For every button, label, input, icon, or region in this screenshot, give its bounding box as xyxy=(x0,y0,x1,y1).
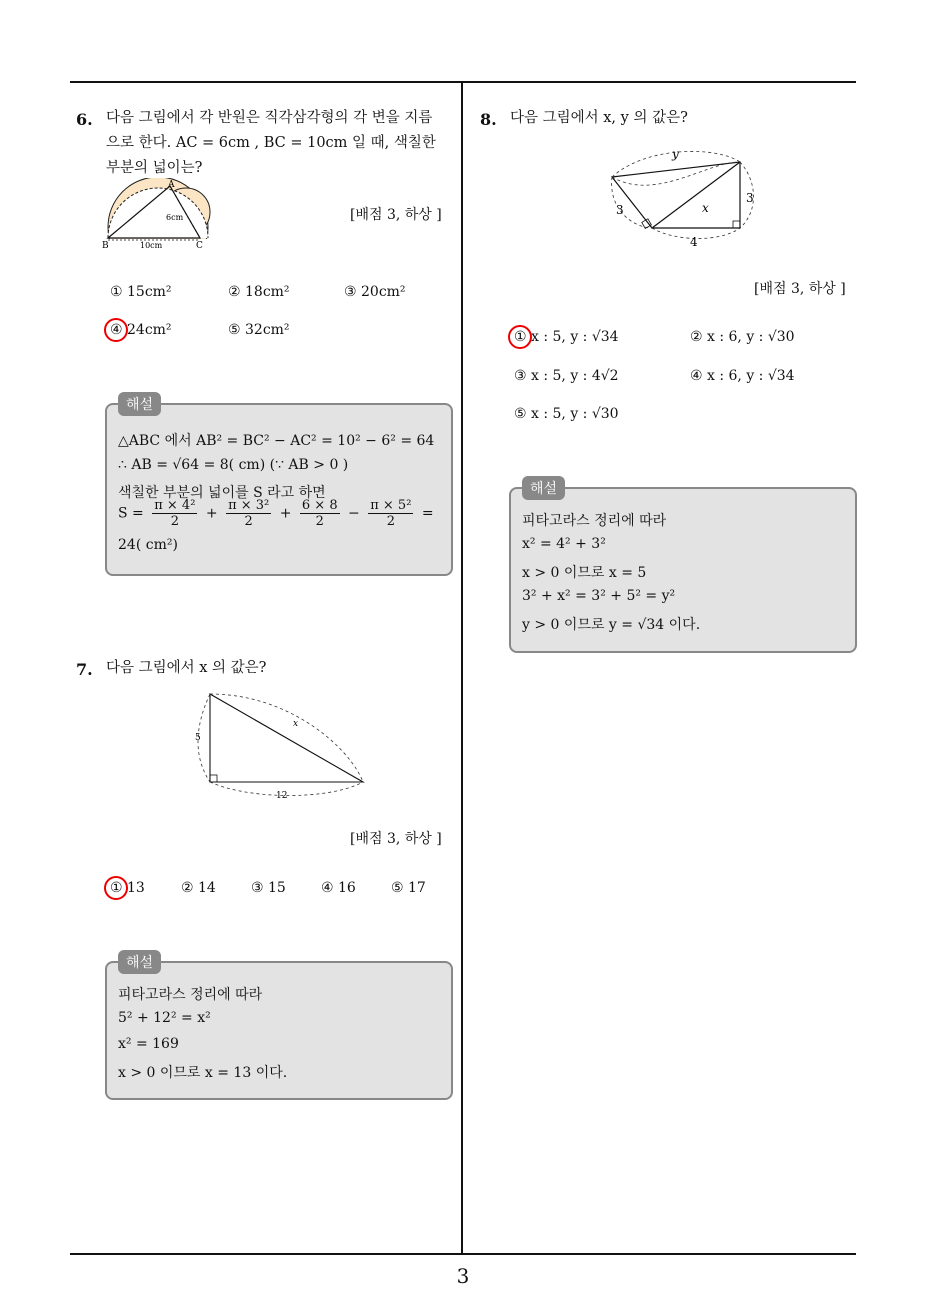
question-6-number: 6. xyxy=(76,110,93,129)
q7-expl-line3: x² = 169 xyxy=(118,1036,179,1052)
q7-answer-mark xyxy=(104,876,128,900)
question-6-line2: 으로 한다. AC = 6cm , BC = 10cm 일 때, 색칠한 xyxy=(106,135,436,151)
top-rule xyxy=(70,81,856,83)
q8-expl-line2: x² = 4² + 3² xyxy=(522,536,606,552)
page-number: 3 xyxy=(456,1264,470,1288)
question-7-number: 7. xyxy=(76,660,93,679)
q8-choice-3[interactable]: ③ x : 5, y : 4√2 xyxy=(514,368,619,384)
q6-choice-5[interactable]: ⑤ 32cm² xyxy=(228,322,290,338)
q8-choice-1[interactable]: ① x : 5, y : √34 xyxy=(514,329,619,345)
q6-expl-line4: S = $\frac{\text{π × 4²}}{2}$ + $\frac{\text{π × 3²}}{2}$ + $\frac{6 \times 8}{2}$ − $\frac{\text{π × 5²}}{2}$ = xyxy=(118,498,434,529)
q8-expl-line3: x > 0 이므로 x = 5 xyxy=(522,565,647,581)
q6-choice-2[interactable]: ② 18cm² xyxy=(228,284,290,300)
q6-choice-3[interactable]: ③ 20cm² xyxy=(344,284,406,300)
q7-choice-2[interactable]: ② 14 xyxy=(181,880,216,896)
question-8-number: 8. xyxy=(480,110,497,129)
q6-expl-line5: 24( cm²) xyxy=(118,537,178,553)
q8-choice-4[interactable]: ④ x : 6, y : √34 xyxy=(690,368,795,384)
q6-answer-mark xyxy=(104,318,128,342)
q7-expl-line1: 피타고라스 정리에 따라 xyxy=(118,987,263,1003)
question-8-text: 다음 그림에서 x, y 의 값은? xyxy=(510,110,688,126)
label-left: 3 xyxy=(616,203,624,217)
q8-choice-2[interactable]: ② x : 6, y : √30 xyxy=(690,329,795,345)
q6-expl-line2: ∴ AB = √64 = 8( cm) (∵ AB > 0 ) xyxy=(118,457,349,473)
column-divider xyxy=(461,82,463,1255)
q7-choice-5[interactable]: ⑤ 17 xyxy=(391,880,426,896)
label-top: y xyxy=(672,147,679,161)
q7-expl-line2: 5² + 12² = x² xyxy=(118,1010,211,1026)
label-c: C xyxy=(196,241,203,250)
q6-choice-4[interactable]: ④ 24cm² xyxy=(110,322,172,338)
q6-expl-line3: 색칠한 부분의 넓이를 S 라고 하면 xyxy=(118,485,326,501)
question-6-line1: 다음 그림에서 각 반원은 직각삼각형의 각 변을 지름 xyxy=(106,110,433,126)
question-7-score: [배점 3, 하상 ] xyxy=(350,831,442,847)
question-6-figure xyxy=(100,178,220,250)
q8-expl-line1: 피타고라스 정리에 따라 xyxy=(522,513,667,529)
label-left: 5 xyxy=(195,733,201,743)
question-6-score: [배점 3, 하상 ] xyxy=(350,207,442,223)
question-7-text: 다음 그림에서 x 의 값은? xyxy=(106,660,267,676)
label-b: B xyxy=(102,241,109,250)
q6-expl-line1: △ABC 에서 AB² = BC² − AC² = 10² − 6² = 64 xyxy=(118,433,435,449)
label-mid: x xyxy=(702,201,709,215)
question-6-line3: 부분의 넓이는? xyxy=(106,160,203,176)
label-base: 12 xyxy=(276,791,288,801)
question-8-figure xyxy=(606,142,766,252)
question-8-score: [배점 3, 하상 ] xyxy=(754,281,846,297)
label-base: 10cm xyxy=(140,241,163,250)
label-right: 3 xyxy=(746,191,754,205)
question-7-figure xyxy=(190,688,370,803)
label-bottom: 4 xyxy=(690,235,698,249)
bottom-rule xyxy=(70,1253,856,1255)
label-hyp: x xyxy=(293,719,299,729)
q7-choice-3[interactable]: ③ 15 xyxy=(251,880,286,896)
q8-expl-line4: 3² + x² = 3² + 5² = y² xyxy=(522,588,676,604)
q8-answer-mark xyxy=(508,325,532,349)
label-a: A xyxy=(168,180,175,190)
q8-explanation-tag: 해설 xyxy=(522,476,565,500)
q8-expl-line5: y > 0 이므로 y = √34 이다. xyxy=(522,617,701,633)
q8-choice-5[interactable]: ⑤ x : 5, y : √30 xyxy=(514,406,619,422)
q7-choice-4[interactable]: ④ 16 xyxy=(321,880,356,896)
q7-expl-line4: x > 0 이므로 x = 13 이다. xyxy=(118,1065,288,1081)
q7-explanation-tag: 해설 xyxy=(118,950,161,974)
q7-choice-1[interactable]: ① 13 xyxy=(110,880,145,896)
q6-explanation-tag: 해설 xyxy=(118,392,161,416)
q6-choice-1[interactable]: ① 15cm² xyxy=(110,284,172,300)
label-side: 6cm xyxy=(166,213,184,222)
